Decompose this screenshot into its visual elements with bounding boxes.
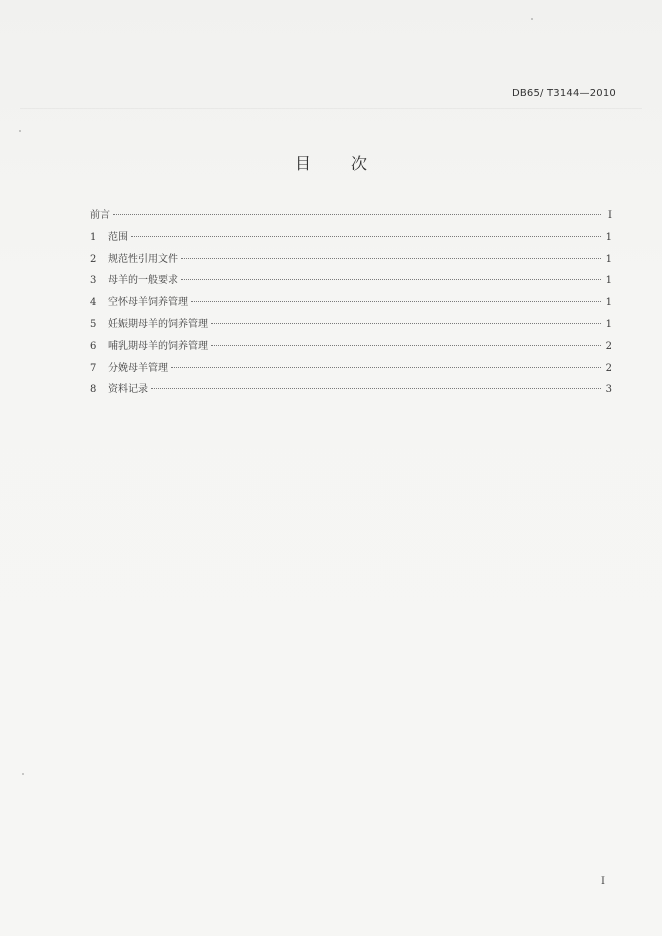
toc-title (0, 151, 662, 174)
toc-entry-label: 规范性引用文件 (108, 253, 178, 265)
toc-entry-label: 哺乳期母羊的饲养管理 (108, 340, 208, 352)
toc-entry-page: I (608, 210, 612, 221)
toc-entry-lactating-ewe-management[interactable] (90, 336, 612, 358)
toc-dot-leader (131, 236, 601, 237)
toc-entry-page: 1 (605, 253, 612, 265)
toc-dot-leader (211, 345, 601, 346)
toc-entry-label: 分娩母羊管理 (108, 362, 168, 374)
toc-entry-number: 5 (90, 318, 97, 330)
toc-entry-records[interactable] (90, 379, 612, 401)
toc-entry-label: 妊娠期母羊的饲养管理 (108, 318, 208, 330)
toc-entry-scope[interactable] (90, 227, 612, 249)
toc-entry-label: 资料记录 (108, 384, 148, 396)
toc-entry-pregnant-ewe-management[interactable] (90, 314, 612, 336)
page-number: I (601, 876, 605, 887)
toc-entry-label: 范围 (108, 231, 128, 243)
toc-dot-leader (113, 214, 601, 215)
toc-entry-lambing-ewe-management[interactable] (90, 358, 612, 380)
scan-speck (531, 18, 533, 20)
table-of-contents (90, 205, 612, 401)
toc-dot-leader (181, 258, 601, 259)
toc-entry-open-ewe-management[interactable] (90, 292, 612, 314)
toc-entry-normative-references[interactable] (90, 249, 612, 271)
toc-entry-page: 2 (605, 362, 612, 374)
toc-entry-number: 1 (90, 231, 97, 243)
toc-entry-page: 1 (605, 275, 612, 287)
toc-dot-leader (211, 323, 601, 324)
toc-entry-number: 8 (90, 384, 97, 396)
toc-entry-label: 前言 (90, 210, 110, 221)
toc-dot-leader (181, 279, 601, 280)
toc-dot-leader (171, 367, 601, 368)
toc-entry-page: 1 (605, 231, 612, 243)
scan-speck (19, 130, 21, 132)
toc-title-part1: 目 (294, 154, 311, 173)
toc-entry-general-requirements[interactable] (90, 270, 612, 292)
toc-entry-label: 母羊的一般要求 (108, 275, 178, 287)
scan-speck (22, 773, 24, 775)
toc-entry-number: 4 (90, 297, 97, 309)
toc-entry-number: 3 (90, 275, 97, 287)
toc-entry-number: 7 (90, 362, 97, 374)
toc-entry-foreword[interactable] (90, 205, 612, 227)
header-rule (20, 108, 642, 109)
toc-title-part2: 次 (351, 154, 368, 173)
toc-entry-label: 空怀母羊饲养管理 (108, 297, 188, 309)
toc-dot-leader (151, 388, 601, 389)
toc-dot-leader (191, 301, 601, 302)
toc-entry-number: 6 (90, 340, 97, 352)
toc-entry-page: 1 (605, 297, 612, 309)
document-code: DB65/ T3144—2010 (511, 88, 616, 99)
toc-entry-number: 2 (90, 253, 97, 265)
toc-entry-page: 2 (605, 340, 612, 352)
toc-entry-page: 1 (605, 318, 612, 330)
toc-entry-page: 3 (605, 384, 612, 396)
